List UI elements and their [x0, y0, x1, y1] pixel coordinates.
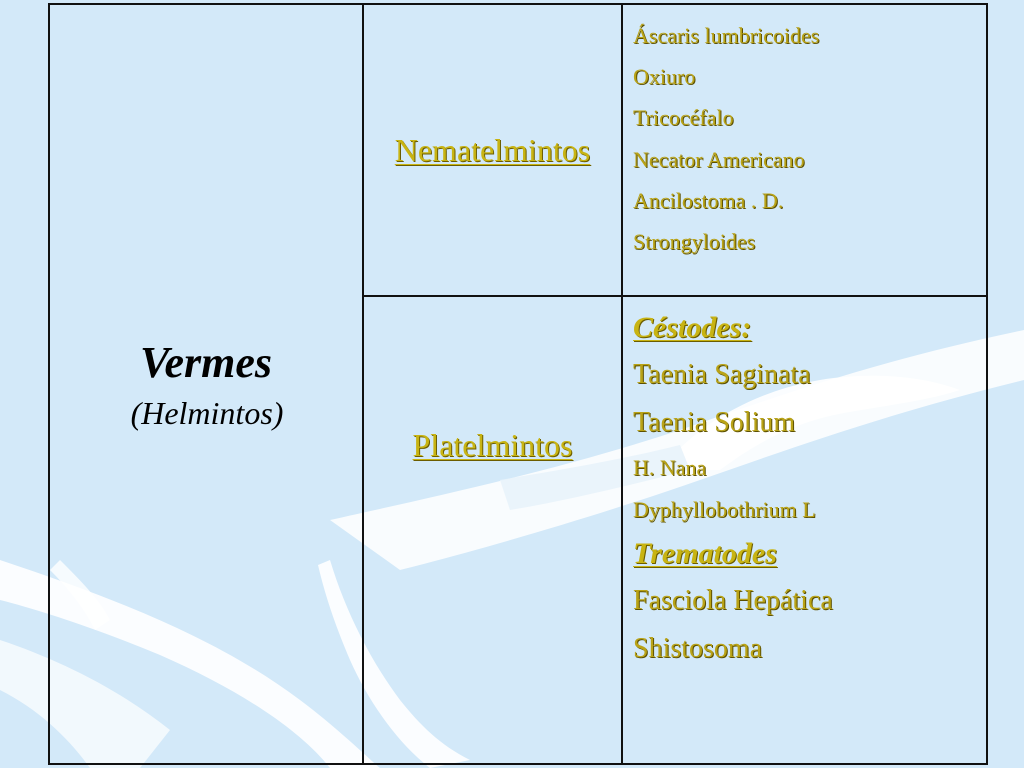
- list-item: Necator Americano: [633, 146, 805, 172]
- platelmintos-species-list: [623, 297, 988, 763]
- list-item: Taenia Saginata: [633, 359, 811, 390]
- taxonomy-table: [48, 3, 988, 765]
- list-item: Áscaris lumbricoides: [633, 23, 820, 48]
- list-item: Tricocéfalo: [633, 105, 734, 131]
- nematelmintos-cell: [364, 5, 621, 295]
- cestodes-heading[interactable]: Céstodes:: [633, 311, 752, 344]
- platelmintos-link[interactable]: Platelmintos: [412, 426, 573, 463]
- list-item: Dyphyllobothrium L: [633, 497, 816, 522]
- list-item: Shistosoma: [633, 633, 763, 664]
- nematelmintos-species-list: [623, 5, 988, 295]
- nematelmintos-link[interactable]: Nematelmintos: [394, 131, 591, 168]
- vermes-subtitle: (Helmintos): [130, 395, 284, 432]
- list-item: Oxiuro: [633, 64, 696, 90]
- vermes-title: Vermes: [140, 337, 272, 387]
- list-item: Fasciola Hepática: [633, 585, 833, 616]
- list-item: Strongyloides: [633, 229, 756, 255]
- platelmintos-cell: [364, 297, 621, 763]
- trematodes-heading[interactable]: Trematodes: [633, 537, 777, 570]
- vermes-cell: [50, 5, 362, 763]
- list-item: Ancilostoma . D.: [633, 187, 784, 213]
- list-item: H. Nana: [633, 455, 707, 480]
- list-item: Taenia Solium: [633, 407, 796, 438]
